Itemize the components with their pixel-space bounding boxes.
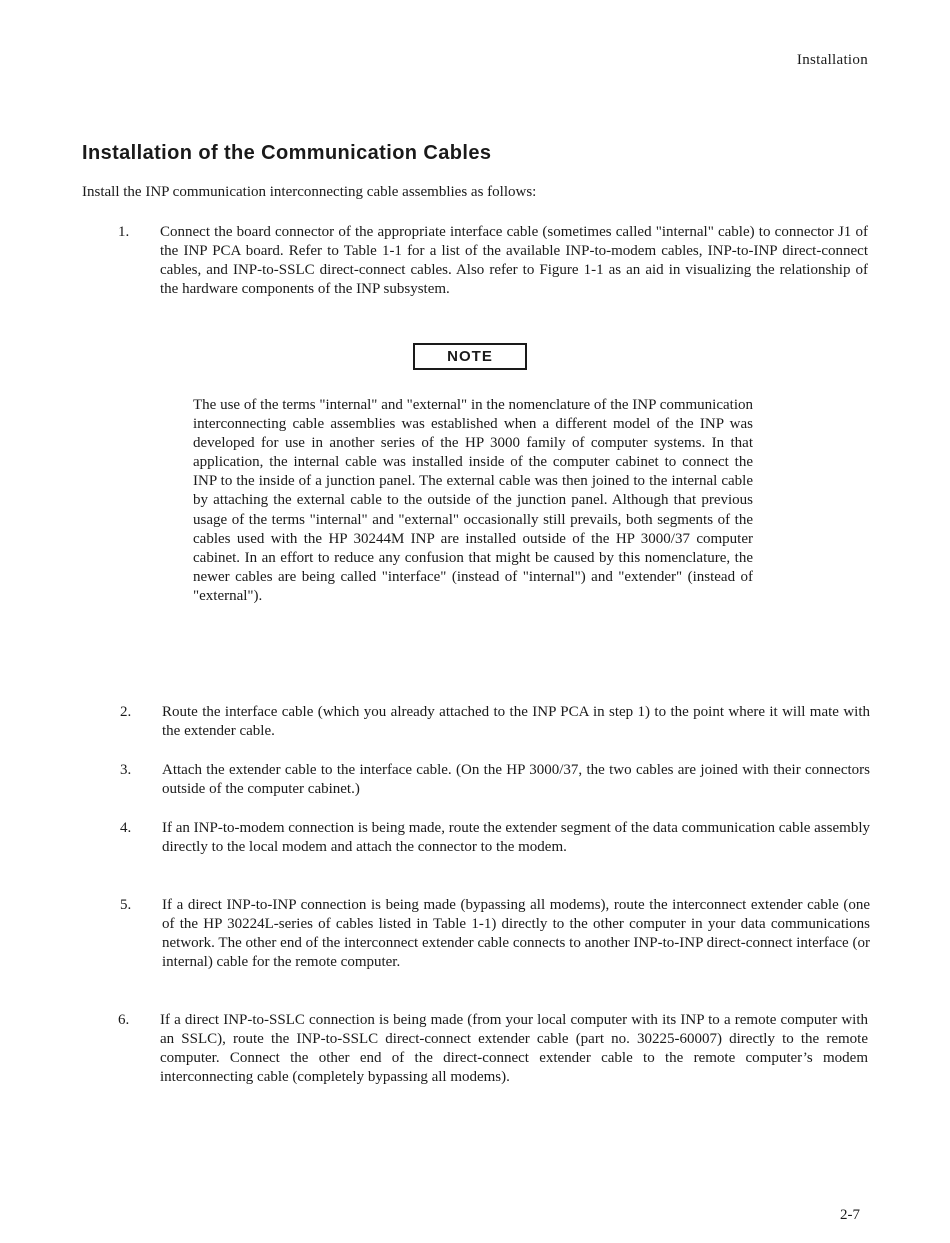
step-text: If a direct INP-to-SSLC connection is being made (from your local computer with its INP to a remote computer with an SSLC), route the INP-to-SSLC direct-connect extender cable (part no. 30225-60007) directly to the remote computer. Connect the other end of the direct-connect extender cable to the remote computer’s modem interconnecting cable (completely bypassing all modems). — [160, 1012, 868, 1085]
step-text: Attach the extender cable to the interface cable. (On the HP 3000/37, the two cables are joined with their connectors outside of the computer cabinet.) — [162, 762, 870, 797]
step-number: 3. — [120, 762, 132, 778]
step-5 — [120, 896, 870, 972]
note-label: NOTE — [413, 343, 527, 370]
step-number: 5. — [120, 897, 132, 913]
step-number: 4. — [120, 820, 132, 836]
step-3 — [120, 761, 870, 799]
step-number: 1. — [118, 224, 130, 240]
note-text: The use of the terms "internal" and "external" in the nomenclature of the INP communication interconnecting cable assemblies was established when a different model of the INP was developed for use in another series of the HP 3000 family of computer systems. In that application, the internal cable was installed inside of the computer cabinet to connect the INP to the inside of a junction panel. The external cable was then joined to the internal cable by attaching the external cable to the outside of the junction panel. Although that previous usage of the terms "internal" and "external" occasionally still prevails, both segments of the cables used with the HP 30244M INP are installed outside of the HP 3000/37 computer cabinet. In an effort to reduce any confusion that might be caused by this nomenclature, the newer cables are being called "interface" (instead of "internal") and "extender" (instead of "external"). — [193, 397, 753, 604]
step-2 — [120, 703, 870, 741]
running-head: Installation — [796, 52, 868, 68]
step-text: Route the interface cable (which you already attached to the INP PCA in step 1) to the point where it will mate with the extender cable. — [162, 704, 870, 739]
step-text: If an INP-to-modem connection is being made, route the extender segment of the data communication cable assembly directly to the local modem and attach the connector to the modem. — [162, 820, 870, 855]
step-4 — [120, 819, 870, 857]
step-text: If a direct INP-to-INP connection is being made (bypassing all modems), route the interconnect extender cable (one of the HP 30224L-series of cables listed in Table 1-1) directly to the other computer in your data communications network. The other end of the interconnect extender cable connects to another INP-to-INP direct-connect interface (or internal) cable for the remote computer. — [162, 897, 870, 970]
step-number: 6. — [118, 1012, 130, 1028]
intro-paragraph: Install the INP communication interconnecting cable assemblies as follows: — [82, 184, 537, 200]
page-number: 2-7 — [840, 1207, 860, 1223]
step-text: Connect the board connector of the appropriate interface cable (sometimes called "internal" cable) to connector J1 of the INP PCA board. Refer to Table 1-1 for a list of the available INP-to-modem cables, INP-to-INP direct-connect cables, and INP-to-SSLC direct-connect cables. Also refer to Figure 1-1 as an aid in visualizing the relationship of the hardware components of the INP subsystem. — [160, 224, 868, 297]
section-title: Installation of the Communication Cables — [82, 142, 492, 164]
step-1 — [118, 223, 868, 299]
step-6 — [118, 1011, 868, 1087]
step-number: 2. — [120, 704, 132, 720]
